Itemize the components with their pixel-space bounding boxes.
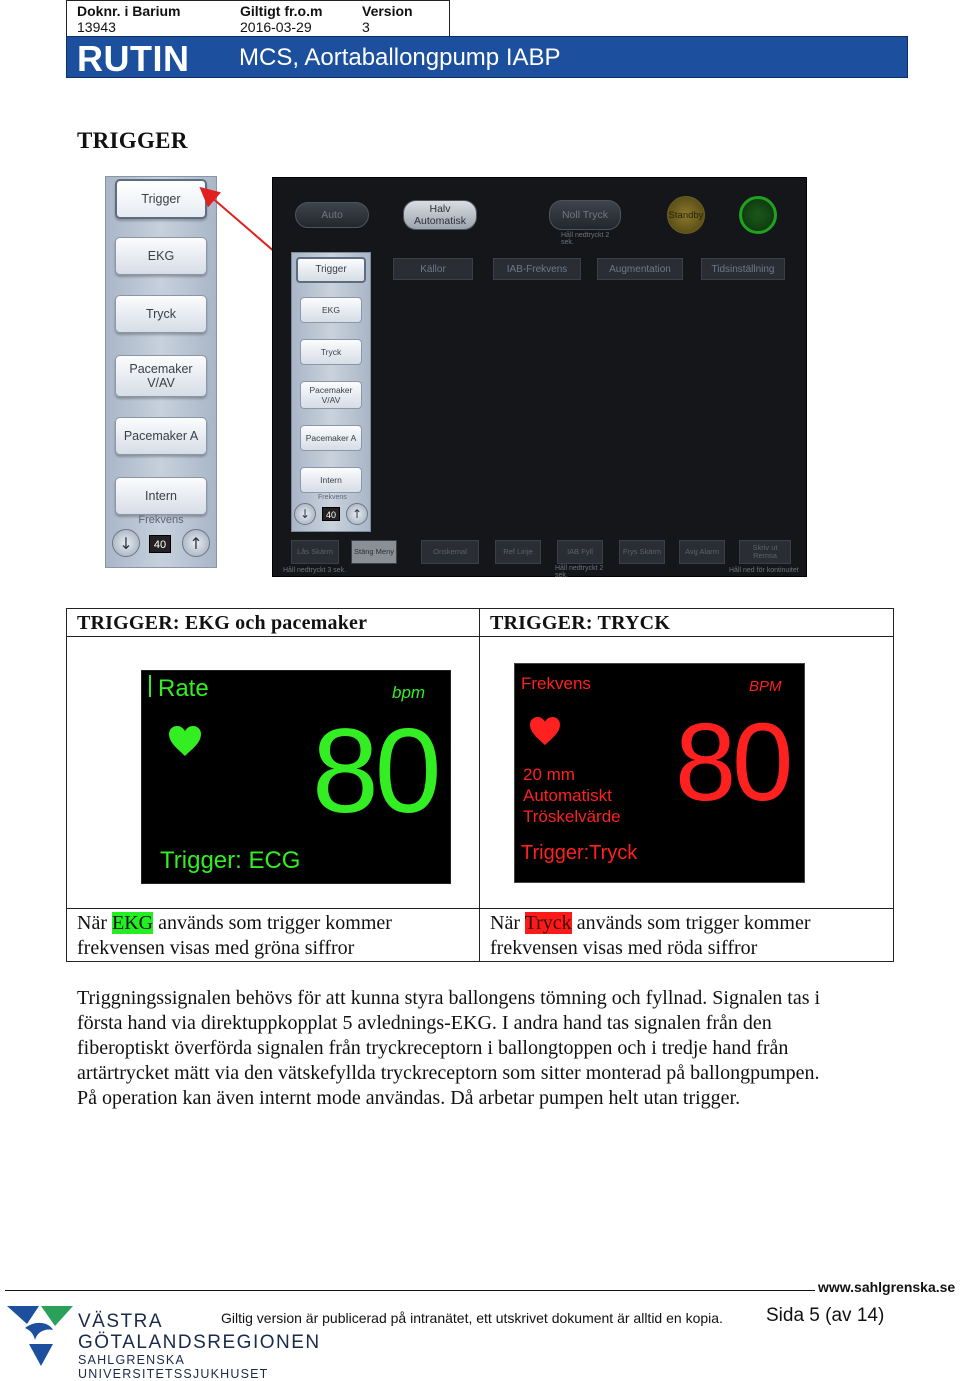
menu-freq-value: 40 [149,535,171,553]
table-caption-rule [67,908,893,909]
tab-iab-frekvens: IAB-Frekvens [493,258,581,280]
freeze-screen-button: Frys Skärm [619,540,665,564]
menu-pacemaker-a-button: Pacemaker A [115,417,207,455]
vgr-logo-icon [5,1302,75,1368]
trigger-submenu [291,252,371,532]
menu-tryck-button: Tryck [115,295,207,333]
page-number: Sida 5 (av 14) [766,1305,885,1326]
valid-from-date: 2016-03-29 [240,19,312,35]
zero-pressure-button: Noll Tryck [549,200,621,230]
caption-text: används som trigger kommer [153,912,392,934]
paragraph-line: artärtrycket mätt via den vätskefyllda tryckreceptorn som sitter monterad på ballongpumpen. [77,1062,820,1084]
heart-icon [168,725,202,757]
print-strip-button: Skriv ut Remsa [739,540,791,564]
trigger-comparison-table [66,608,894,962]
footer-validity-note: Giltig version är publicerad på intranätet, ett utskrivet dokument är alltid en kopia. [221,1310,723,1326]
submenu-freq-label: Frekvens [318,494,347,501]
paragraph-line: första hand via direktuppkopplat 5 avlednings-EKG. I andra hand tas signalen från den [77,1012,772,1034]
lock-screen-button: Lås Skärm [291,540,339,564]
submenu-ekg-button: EKG [300,297,362,323]
caption-text: När [490,912,525,934]
heart-rate-value: 80 [312,704,438,838]
close-menu-button: Stäng Meny [351,540,397,564]
submenu-intern-button: Intern [300,467,362,493]
rate-marker [149,675,151,697]
version-block [362,3,413,35]
paragraph-line: fiberoptiskt överförda signalen från tryckreceptorn i ballongtoppen och i tredje hand från [77,1037,789,1059]
heart-rate-value-red: 80 [675,701,790,824]
submenu-trigger-tab: Trigger [296,257,366,283]
body-paragraph [77,986,892,1111]
footer-website: www.sahlgrenska.se [818,1279,956,1295]
valid-from-label: Giltigt fr.o.m [240,3,323,19]
arrow-up-icon: ↑ [182,529,210,557]
document-type: RUTIN [77,38,190,79]
start-button: Starta [739,196,777,234]
caption-line-2: frekvensen visas med röda siffror [490,937,758,959]
document-meta-box [66,0,450,36]
trigger-mode-label-red: Trigger:Tryck [521,842,638,864]
threshold-info [523,764,621,827]
doc-number-block [77,3,180,35]
arrow-down-icon: ↓ [112,529,140,557]
arrow-up-icon: ↑ [346,503,368,525]
submenu-pacemaker-vav-button: Pacemaker V/AV [300,381,362,409]
right-caption [490,911,811,961]
pressure-monitor-display [514,663,805,883]
iab-fill-button: IAB Fyll [557,540,603,564]
document-title: MCS, Aortaballongpump IABP [239,44,561,71]
submenu-pacemaker-a-button: Pacemaker A [300,425,362,451]
menu-trigger-button: Trigger [115,179,207,219]
bpm-unit: bpm [392,683,426,702]
tab-augmentation: Augmentation [597,258,683,280]
caption-line-2: frekvensen visas med gröna siffror [77,937,355,959]
section-heading: TRIGGER [77,128,188,153]
bottom-hint-right: Håll ned för kontinuitet [729,567,799,574]
left-column-heading: TRIGGER: EKG och pacemaker [77,612,368,634]
paragraph-line: Triggningssignalen behövs för att kunna styra ballongens tömning och fyllnad. Signalen tas i [77,987,821,1009]
menu-ekg-button: EKG [115,237,207,275]
bottom-hint-left: Håll nedtryckt 3 sek. [283,567,347,574]
tab-tidsinstallning: Tidsinställning [701,258,785,280]
threshold-line: Tröskelvärde [523,807,621,826]
threshold-line: 20 mm [523,765,575,784]
doc-number-label: Doknr. i Barium [77,3,181,19]
heart-icon [529,716,561,746]
title-band [66,36,908,78]
valid-from-block [240,3,322,35]
pump-screen-photo [272,177,807,577]
menu-freq-label: Frekvens [138,514,184,526]
right-column-heading: TRIGGER: TRYCK [490,612,671,634]
doc-number: 13943 [77,19,116,35]
half-auto-button: Halv Automatisk [403,200,477,230]
tab-kallor: Källor [393,258,473,280]
logo-text-line2: GÖTALANDSREGIONEN [78,1332,321,1353]
caption-text: När [77,912,112,934]
paragraph-line: På operation kan även internt mode användas. Då arbetar pumpen helt utan trigger. [77,1087,741,1109]
standby-button: Standby [667,196,705,234]
caption-text: används som trigger kommer [571,912,811,934]
threshold-line: Automatiskt [523,786,612,805]
hold-hint: Håll nedtryckt 2 sek. [561,232,610,246]
menu-pacemaker-vav-button: Pacemaker V/AV [115,355,207,397]
onskemal-button: Onskemal [421,540,479,564]
ekg-highlight: EKG [111,912,154,934]
submenu-tryck-button: Tryck [300,339,362,365]
menu-intern-button: Intern [115,477,207,515]
table-header-rule [67,636,893,637]
auto-button: Auto [295,202,369,228]
version-number: 3 [362,19,370,35]
alarm-off-button: Avg Alarm [679,540,725,564]
submenu-freq-value: 40 [322,507,340,521]
version-label: Version [362,3,413,19]
ecg-monitor-display [141,670,451,884]
ref-line-button: Ref Linje [495,540,541,564]
footer-rule [5,1290,815,1291]
frequency-label: Frekvens [521,674,591,693]
arrow-down-icon: ↓ [294,503,316,525]
bottom-hint-mid: Håll nedtryckt 2 sek. [555,565,604,579]
bpm-unit-red: BPM [749,678,782,695]
left-caption [77,911,392,961]
rate-label: Rate [158,675,209,702]
logo-text-line3: SAHLGRENSKA UNIVERSITETSSJUKHUSET [78,1353,269,1381]
trigger-mode-label: Trigger: ECG [160,847,301,874]
tryck-highlight: Tryck [524,912,572,934]
logo-text-line1: VÄSTRA [78,1311,164,1332]
